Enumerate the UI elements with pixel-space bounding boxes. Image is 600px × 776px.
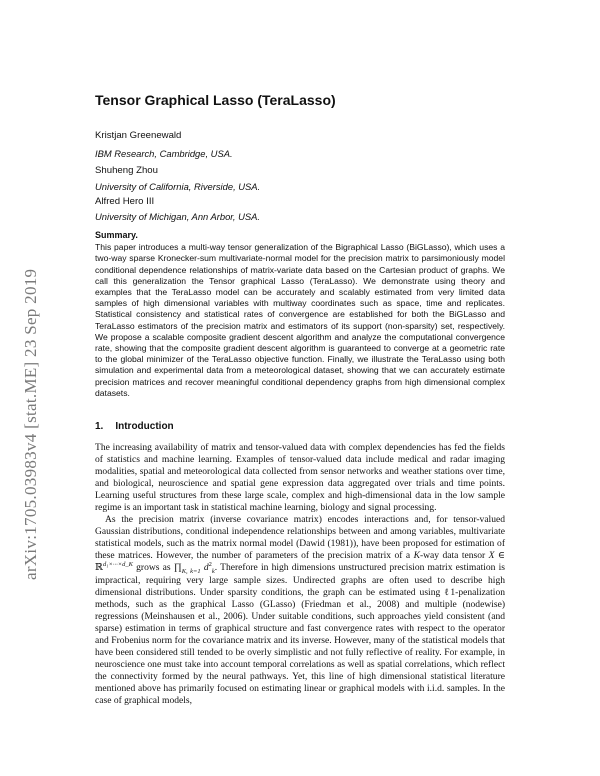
author-name-3: Alfred Hero III [95,196,155,207]
math-d: d [203,562,209,574]
author-name-2: Shuheng Zhou [95,165,158,176]
intro-p2-part-c: grows as [136,562,171,574]
summary-text: This paper introduces a multi-way tensor generalization of the Bigraphical Lasso (BiGLasso), which uses a two-way sparse Kronecker-sum multivariate-normal model for the precision matrix to parsimoniously model conditional dependence relationships of matrix-variate data based on the Cartesian product of graphs. We call this generalization the Tensor graphical Lasso (TeraLasso). We demonstrate using theory and examples that the TeraLasso model can be accurately and scalably estimated from very limited data samples of high dimensional variables with multiway coordinates such as space, time and replicates. Statistical consistency and statistical rates of convergence are established for both the BiGLasso and TeraLasso estimators of the precision matrix and estimators of its support (non-sparsity) set, respectively. We propose a scalable composite gradient descent algorithm and analyze the computational convergence rate, showing that the composite gradient descent algorithm is guaranteed to converge at a geometric rate to the global minimizer of the TeraLasso objective function. Finally, we illustrate the TeraLasso using both simulation and experimental data from a meteorological dataset, showing that we can accurately estimate precision matrices and recover meaningful conditional dependency graphs from high dimensional complex datasets. [95,242,505,398]
author-affiliation-3: University of Michigan, Ann Arbor, USA. [95,211,260,222]
author-affiliation-2: University of California, Riverside, USA. [95,181,261,192]
intro-paragraph-1: The increasing availability of matrix and tensor-valued data with complex dependencies has fed the fields of statistics and machine learning. Examples of tensor-valued data include medical and radar imaging modalities, spatial and meteorological data collected from sensor networks and weather stations over time, and biological, neuroscience and spatial gene expression data aggregated over trials and time points. Learning useful structures from these large scale, complex and high-dimensional data in the low sample regime is an important task in statistical machine learning, biology and signal processing. [95,442,505,514]
section-number: 1. [95,421,104,432]
section-heading-introduction [95,421,174,432]
section-title: Introduction [115,421,174,432]
math-k: K [413,550,420,562]
abstract-summary [95,230,505,399]
summary-heading: Summary. [95,230,138,240]
intro-p2-part-d: . Therefore in high dimensions unstructured precision matrix estimation is impractical, requiring very large sample sizes. Undirected graphs are often used to describe high dimensional distributions. Under sparsity conditions, the graph can be estimated using ℓ1-penalization methods, such as the graphical Lasso (GLasso) (Friedman et al., 2008) and multiple (nodewise) regressions (Meinshausen et al., 2006). Under suitable conditions, such approaches yield consistent (and sparse) estimation in terms of graphical structure and fast convergence rates with respect to the operator and Frobenius norm for the covariance matrix and its inverse. However, many of the statistical models that have been considered still tended to be overly simplistic and not fully reflective of reality. For example, in neuroscience one must take into account temporal correlations as well as spatial correlations, which reflect the connectivity formed by the neural pathways. Yet, this line of high dimensional statistical literature mentioned above has primarily focused on estimating linear or graphical models with i.i.d. samples. In the case of graphical models, [95,562,506,706]
intro-paragraph-2 [95,514,505,707]
arxiv-identifier-stamp[interactable]: arXiv:1705.03983v4 [stat.ME] 23 Sep 2019 [21,268,40,580]
math-square: 2 [208,561,212,569]
math-in-reals: ∈ ℝ [95,550,505,574]
math-dims: d₁×···×d_K [102,561,133,569]
author-name-1: Kristjan Greenewald [95,130,182,141]
math-k-sub: k [211,568,215,576]
intro-p2-part-b: -way data tensor [419,550,486,562]
paper-title: Tensor Graphical Lasso (TeraLasso) [95,92,336,108]
introduction-body [95,442,505,707]
intro-p2-part-a: As the precision matrix (inverse covariance matrix) encodes interactions and, for tensor-valued Gaussian distributions, conditional independence relationships between and among variables, multivariate statistical models, such as the matrix normal model (Dawid (1981)), have been proposed for estimation of these matrices. However, the number of parameters of the precision matrix of a [95,514,505,562]
math-product-range: K, k=1 [181,568,201,576]
math-product-symbol: ∏ [173,562,182,574]
author-affiliation-1: IBM Research, Cambridge, USA. [95,148,233,159]
math-x: X [488,550,495,562]
